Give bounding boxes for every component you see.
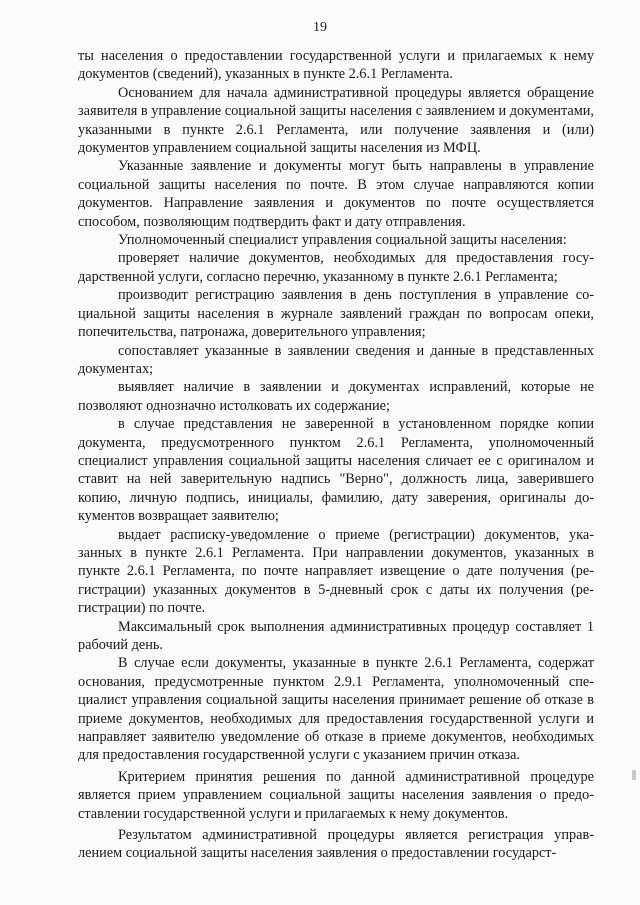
paragraph-basis: Основанием для начала административной процедуры является обращение заявителя в управление социальной защиты населения с заявлением и документами, указанными в пункте 2.6.1 Регламента, или получение заявления и (или) документов управлением социальной защиты населения из МФЦ.: [78, 84, 594, 157]
page-number: 19: [313, 20, 327, 35]
paragraph-refusal: В случае если документы, указанные в пункте 2.6.1 Регламента, содержат основания, предусмотренные пунктом 2.9.1 Регламента, уполномоченный специалист управления социальной защиты населения принимает решение об отказе в приеме документов, необходимых для предоставления государственной услуги и направляет заявителю уведомление об отказе в приеме документов, необходимых для предоставления государственной услуги с указанием причин отказа.: [78, 655, 594, 764]
paragraph-criterion: Критерием принятия решения по данной административной процедуре является прием управлением социальной защиты населения заявления о предоставлении государственной услуги и прилагаемых к нему документов.: [78, 768, 594, 822]
list-item-compares-data: сопоставляет указанные в заявлении сведения и данные в представленных документах;: [78, 342, 594, 377]
list-item-detects-corrections: выявляет наличие в заявлении и документах исправлений, которые не позволяют однозначно истолковать их содержание;: [78, 379, 594, 414]
list-item-issues-receipt: выдает расписку-уведомление о приеме (регистрации) документов, указанных в пункте 2.6.1 Регламента. При направлении документов, указанных в пункте 2.6.1 Регламента, по почте направляет извещение о дате получения (регистрации) указанных документов в 5-дневный срок с даты их получения (регистрации) по почте.: [78, 526, 594, 617]
paragraph-max-duration: Максимальный срок выполнения административных процедур составляет 1 рабочий день.: [78, 618, 594, 653]
paragraph-specialist-intro: Уполномоченный специалист управления социальной защиты населения:: [118, 232, 567, 249]
list-item-registers-application: производит регистрацию заявления в день поступления в управление социальной защиты населения в журнале заявлений граждан по вопросам опеки, попечительства, патронажа, доверительного управления;: [78, 287, 594, 341]
scan-edge-mark: [632, 770, 636, 780]
paragraph-result: Результатом административной процедуры является регистрация управлением социальной защиты населения заявления о предоставлении государст-: [78, 827, 594, 862]
document-body: [78, 47, 594, 863]
paragraph-continuation: ты населения о предоставлении государственной услуги и прилагаемых к нему документов (сведений), указанных в пункте 2.6.1 Регламента.: [78, 48, 594, 83]
list-item-checks-documents: проверяет наличие документов, необходимых для предоставления государственной услуги, согласно перечню, указанному в пункте 2.6.1 Регламента;: [78, 250, 594, 285]
paragraph-postal: Указанные заявление и документы могут быть направлены в управление социальной защиты населения по почте. В этом случае направляются копии документов. Направление заявления и документов по почте осуществляется способом, позволяющим подтвердить факт и дату отправления.: [78, 158, 594, 230]
list-item-certifies-copy: в случае представления не заверенной в установленном порядке копии документа, предусмотренного пунктом 2.6.1 Регламента, уполномоченный специалист управления социальной защиты населения сличает ее с оригиналом и ставит на ней заверительную надпись "Верно", должность лица, заверившего копию, личную подпись, инициалы, фамилию, дату заверения, оригиналы документов возвращает заявителю;: [78, 416, 594, 525]
